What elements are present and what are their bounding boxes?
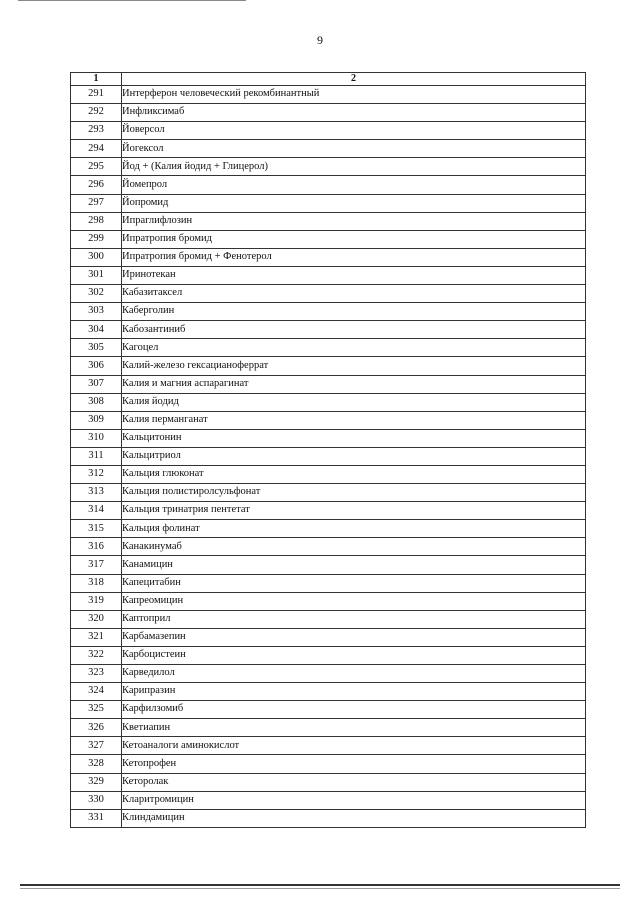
drug-name: Иринотекан (122, 266, 586, 284)
drug-name: Кальция полистиролсульфонат (122, 484, 586, 502)
drug-name: Калия перманганат (122, 411, 586, 429)
table-row (71, 538, 586, 556)
table-row (71, 520, 586, 538)
table-row (71, 719, 586, 737)
row-number: 302 (71, 285, 122, 303)
drug-name: Кальцитонин (122, 429, 586, 447)
table-row (71, 357, 586, 375)
drug-table (70, 72, 586, 828)
drug-name: Калий-железо гексацианоферрат (122, 357, 586, 375)
table-row (71, 411, 586, 429)
drug-name: Калия йодид (122, 393, 586, 411)
bottom-rule (20, 884, 620, 886)
table-row (71, 266, 586, 284)
row-number: 318 (71, 574, 122, 592)
row-number: 304 (71, 321, 122, 339)
table-row (71, 484, 586, 502)
drug-name: Ипратропия бромид (122, 230, 586, 248)
row-number: 294 (71, 140, 122, 158)
drug-name: Канакинумаб (122, 538, 586, 556)
table-header-row (71, 73, 586, 86)
drug-name: Кагоцел (122, 339, 586, 357)
table-row (71, 755, 586, 773)
row-number: 312 (71, 465, 122, 483)
row-number: 317 (71, 556, 122, 574)
table-row (71, 737, 586, 755)
drug-name: Кетопрофен (122, 755, 586, 773)
drug-name: Кальция глюконат (122, 465, 586, 483)
table-row (71, 447, 586, 465)
row-number: 327 (71, 737, 122, 755)
row-number: 321 (71, 628, 122, 646)
row-number: 314 (71, 502, 122, 520)
row-number: 315 (71, 520, 122, 538)
table-row (71, 375, 586, 393)
drug-name: Йопромид (122, 194, 586, 212)
row-number: 291 (71, 86, 122, 104)
drug-name: Карбамазепин (122, 628, 586, 646)
table-row (71, 86, 586, 104)
row-number: 323 (71, 665, 122, 683)
row-number: 297 (71, 194, 122, 212)
row-number: 310 (71, 429, 122, 447)
row-number: 322 (71, 646, 122, 664)
table-row (71, 176, 586, 194)
row-number: 295 (71, 158, 122, 176)
drug-name: Клиндамицин (122, 809, 586, 827)
drug-name: Кларитромицин (122, 791, 586, 809)
row-number: 331 (71, 809, 122, 827)
drug-name: Кальция тринатрия пентетат (122, 502, 586, 520)
drug-name: Ипратропия бромид + Фенотерол (122, 248, 586, 266)
row-number: 313 (71, 484, 122, 502)
bottom-rule-thin (20, 888, 620, 889)
table-row (71, 665, 586, 683)
row-number: 330 (71, 791, 122, 809)
row-number: 328 (71, 755, 122, 773)
table-row (71, 791, 586, 809)
table-row (71, 285, 586, 303)
page-number: 9 (317, 33, 323, 47)
table-row (71, 339, 586, 357)
column-header-number: 1 (71, 73, 122, 86)
drug-name: Канамицин (122, 556, 586, 574)
table-row (71, 140, 586, 158)
table-row (71, 683, 586, 701)
drug-name: Карипразин (122, 683, 586, 701)
row-number: 308 (71, 393, 122, 411)
table-row (71, 502, 586, 520)
table-row (71, 809, 586, 827)
row-number: 329 (71, 773, 122, 791)
drug-name: Инфликсимаб (122, 104, 586, 122)
row-number: 296 (71, 176, 122, 194)
drug-name: Кальция фолинат (122, 520, 586, 538)
drug-name: Кетоаналоги аминокислот (122, 737, 586, 755)
column-header-name: 2 (122, 73, 586, 86)
drug-name: Каптоприл (122, 610, 586, 628)
drug-name: Ипраглифлозин (122, 212, 586, 230)
row-number: 303 (71, 303, 122, 321)
drug-name: Кветиапин (122, 719, 586, 737)
table-row (71, 303, 586, 321)
row-number: 301 (71, 266, 122, 284)
table-row (71, 556, 586, 574)
table-row (71, 248, 586, 266)
row-number: 324 (71, 683, 122, 701)
drug-name: Кабозантиниб (122, 321, 586, 339)
table-row (71, 104, 586, 122)
row-number: 319 (71, 592, 122, 610)
row-number: 305 (71, 339, 122, 357)
table-row (71, 158, 586, 176)
table-row (71, 429, 586, 447)
drug-name: Карбоцистеин (122, 646, 586, 664)
table-row (71, 773, 586, 791)
table-row (71, 628, 586, 646)
table-row (71, 701, 586, 719)
row-number: 299 (71, 230, 122, 248)
drug-name: Капецитабин (122, 574, 586, 592)
row-number: 298 (71, 212, 122, 230)
drug-name: Йогексол (122, 140, 586, 158)
table-row (71, 465, 586, 483)
table-row (71, 610, 586, 628)
drug-name: Кабазитаксел (122, 285, 586, 303)
table-row (71, 122, 586, 140)
drug-name: Карведилол (122, 665, 586, 683)
drug-name: Йод + (Калия йодид + Глицерол) (122, 158, 586, 176)
drug-name: Калия и магния аспарагинат (122, 375, 586, 393)
table-body (71, 86, 586, 828)
drug-name: Кеторолак (122, 773, 586, 791)
table-row (71, 212, 586, 230)
table-row (71, 574, 586, 592)
drug-name: Интерферон человеческий рекомбинантный (122, 86, 586, 104)
drug-name: Йоверсол (122, 122, 586, 140)
drug-name: Капреомицин (122, 592, 586, 610)
row-number: 311 (71, 447, 122, 465)
table-row (71, 194, 586, 212)
top-rule (18, 0, 246, 1)
table-row (71, 230, 586, 248)
table-row (71, 592, 586, 610)
row-number: 293 (71, 122, 122, 140)
row-number: 309 (71, 411, 122, 429)
drug-name: Кальцитриол (122, 447, 586, 465)
row-number: 307 (71, 375, 122, 393)
row-number: 325 (71, 701, 122, 719)
row-number: 316 (71, 538, 122, 556)
row-number: 292 (71, 104, 122, 122)
drug-name: Каберголин (122, 303, 586, 321)
drug-name: Карфилзомиб (122, 701, 586, 719)
table-row (71, 321, 586, 339)
drug-name: Йомепрол (122, 176, 586, 194)
row-number: 326 (71, 719, 122, 737)
table-row (71, 646, 586, 664)
row-number: 300 (71, 248, 122, 266)
row-number: 320 (71, 610, 122, 628)
row-number: 306 (71, 357, 122, 375)
table-row (71, 393, 586, 411)
